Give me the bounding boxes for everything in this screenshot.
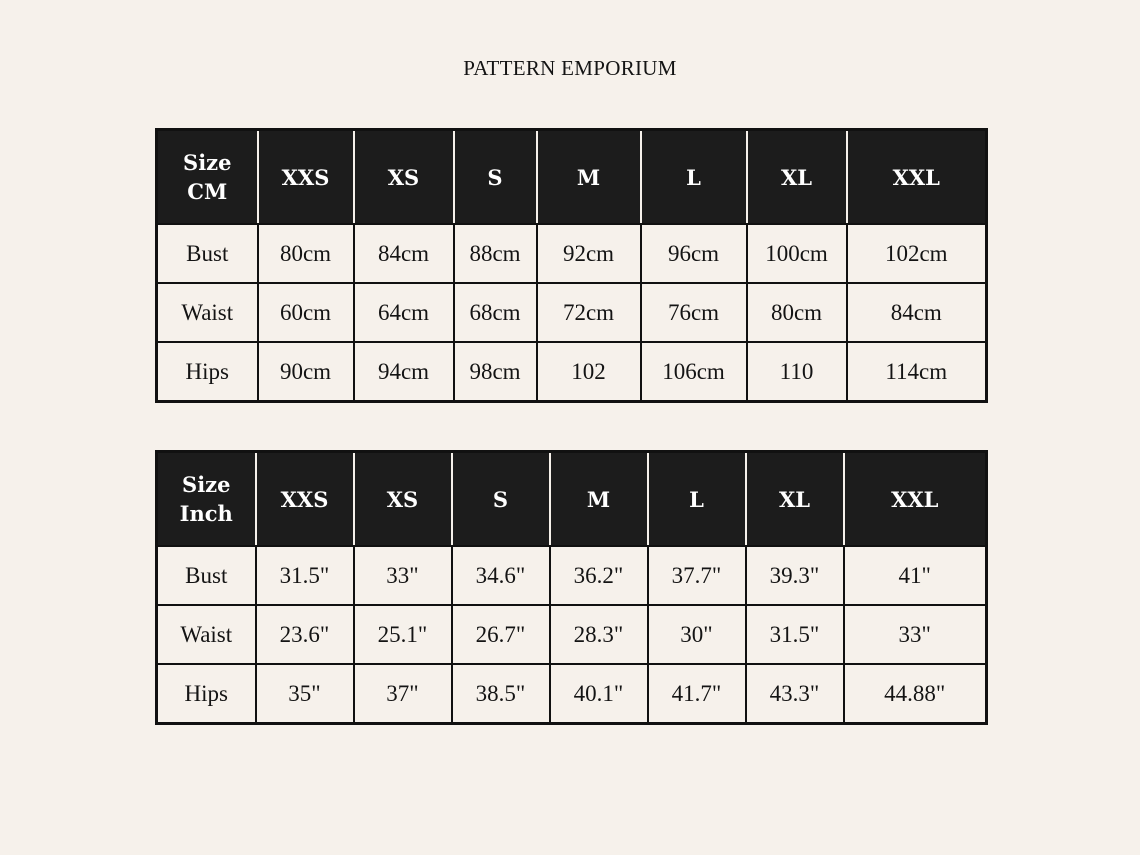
size-header: XXS [258, 130, 354, 225]
table-cell: 38.5" [452, 664, 550, 724]
table-cell: 33" [354, 546, 452, 605]
size-header: XXL [847, 130, 987, 225]
table-cell: 28.3" [550, 605, 648, 664]
table-cell: 39.3" [746, 546, 844, 605]
table-cell: 37.7" [648, 546, 746, 605]
table-cell: 94cm [354, 342, 454, 402]
table-row [157, 224, 987, 283]
table-cell: 72cm [537, 283, 641, 342]
table-row [157, 546, 987, 605]
table-cell: 102cm [847, 224, 987, 283]
corner-header [157, 130, 258, 225]
table-cell: 34.6" [452, 546, 550, 605]
table-cell: 41" [844, 546, 987, 605]
table-cell: 26.7" [452, 605, 550, 664]
table-cell: 64cm [354, 283, 454, 342]
table-cell: 84cm [354, 224, 454, 283]
table-cell: 33" [844, 605, 987, 664]
table-cell: 25.1" [354, 605, 452, 664]
brand-title: PATTERN EMPORIUM [463, 56, 677, 80]
table-cell: 23.6" [256, 605, 354, 664]
size-header: XL [747, 130, 847, 225]
table-cell: 30" [648, 605, 746, 664]
table-cell: 106cm [641, 342, 747, 402]
table-cell: 31.5" [256, 546, 354, 605]
table-row [157, 605, 987, 664]
size-header: L [648, 452, 746, 547]
corner-line-1: Size [182, 471, 231, 497]
table-cell: 92cm [537, 224, 641, 283]
size-header: M [550, 452, 648, 547]
table-cell: 36.2" [550, 546, 648, 605]
size-header: XS [354, 452, 452, 547]
table-cell: 44.88" [844, 664, 987, 724]
table-cell: 80cm [747, 283, 847, 342]
row-label: Hips [157, 342, 258, 402]
corner-header [157, 452, 256, 547]
size-header: S [452, 452, 550, 547]
size-chart-inch [155, 450, 988, 725]
row-label: Waist [157, 283, 258, 342]
corner-line-2: Inch [179, 501, 233, 526]
corner-line-2: CM [187, 179, 228, 204]
table-cell: 68cm [454, 283, 537, 342]
header-row [157, 452, 987, 547]
size-header: M [537, 130, 641, 225]
row-label: Bust [157, 224, 258, 283]
size-header: XL [746, 452, 844, 547]
row-label: Hips [157, 664, 256, 724]
table-cell: 40.1" [550, 664, 648, 724]
table-cell: 60cm [258, 283, 354, 342]
corner-line-1: Size [183, 149, 232, 175]
size-chart-cm [155, 128, 988, 403]
size-header: L [641, 130, 747, 225]
table-cell: 37" [354, 664, 452, 724]
table-cell: 88cm [454, 224, 537, 283]
table-cell: 90cm [258, 342, 354, 402]
size-header: S [454, 130, 537, 225]
table-cell: 76cm [641, 283, 747, 342]
table-cell: 43.3" [746, 664, 844, 724]
table-cell: 114cm [847, 342, 987, 402]
table-cell: 102 [537, 342, 641, 402]
table-cell: 35" [256, 664, 354, 724]
table-cell: 41.7" [648, 664, 746, 724]
row-label: Bust [157, 546, 256, 605]
size-header: XS [354, 130, 454, 225]
table-cell: 84cm [847, 283, 987, 342]
table-row [157, 342, 987, 402]
table-cell: 110 [747, 342, 847, 402]
table-cell: 96cm [641, 224, 747, 283]
table-cell: 80cm [258, 224, 354, 283]
table-cell: 31.5" [746, 605, 844, 664]
table-cell: 100cm [747, 224, 847, 283]
table-row [157, 664, 987, 724]
table-cell: 98cm [454, 342, 537, 402]
table-row [157, 283, 987, 342]
row-label: Waist [157, 605, 256, 664]
size-header: XXS [256, 452, 354, 547]
header-row [157, 130, 987, 225]
size-header: XXL [844, 452, 987, 547]
